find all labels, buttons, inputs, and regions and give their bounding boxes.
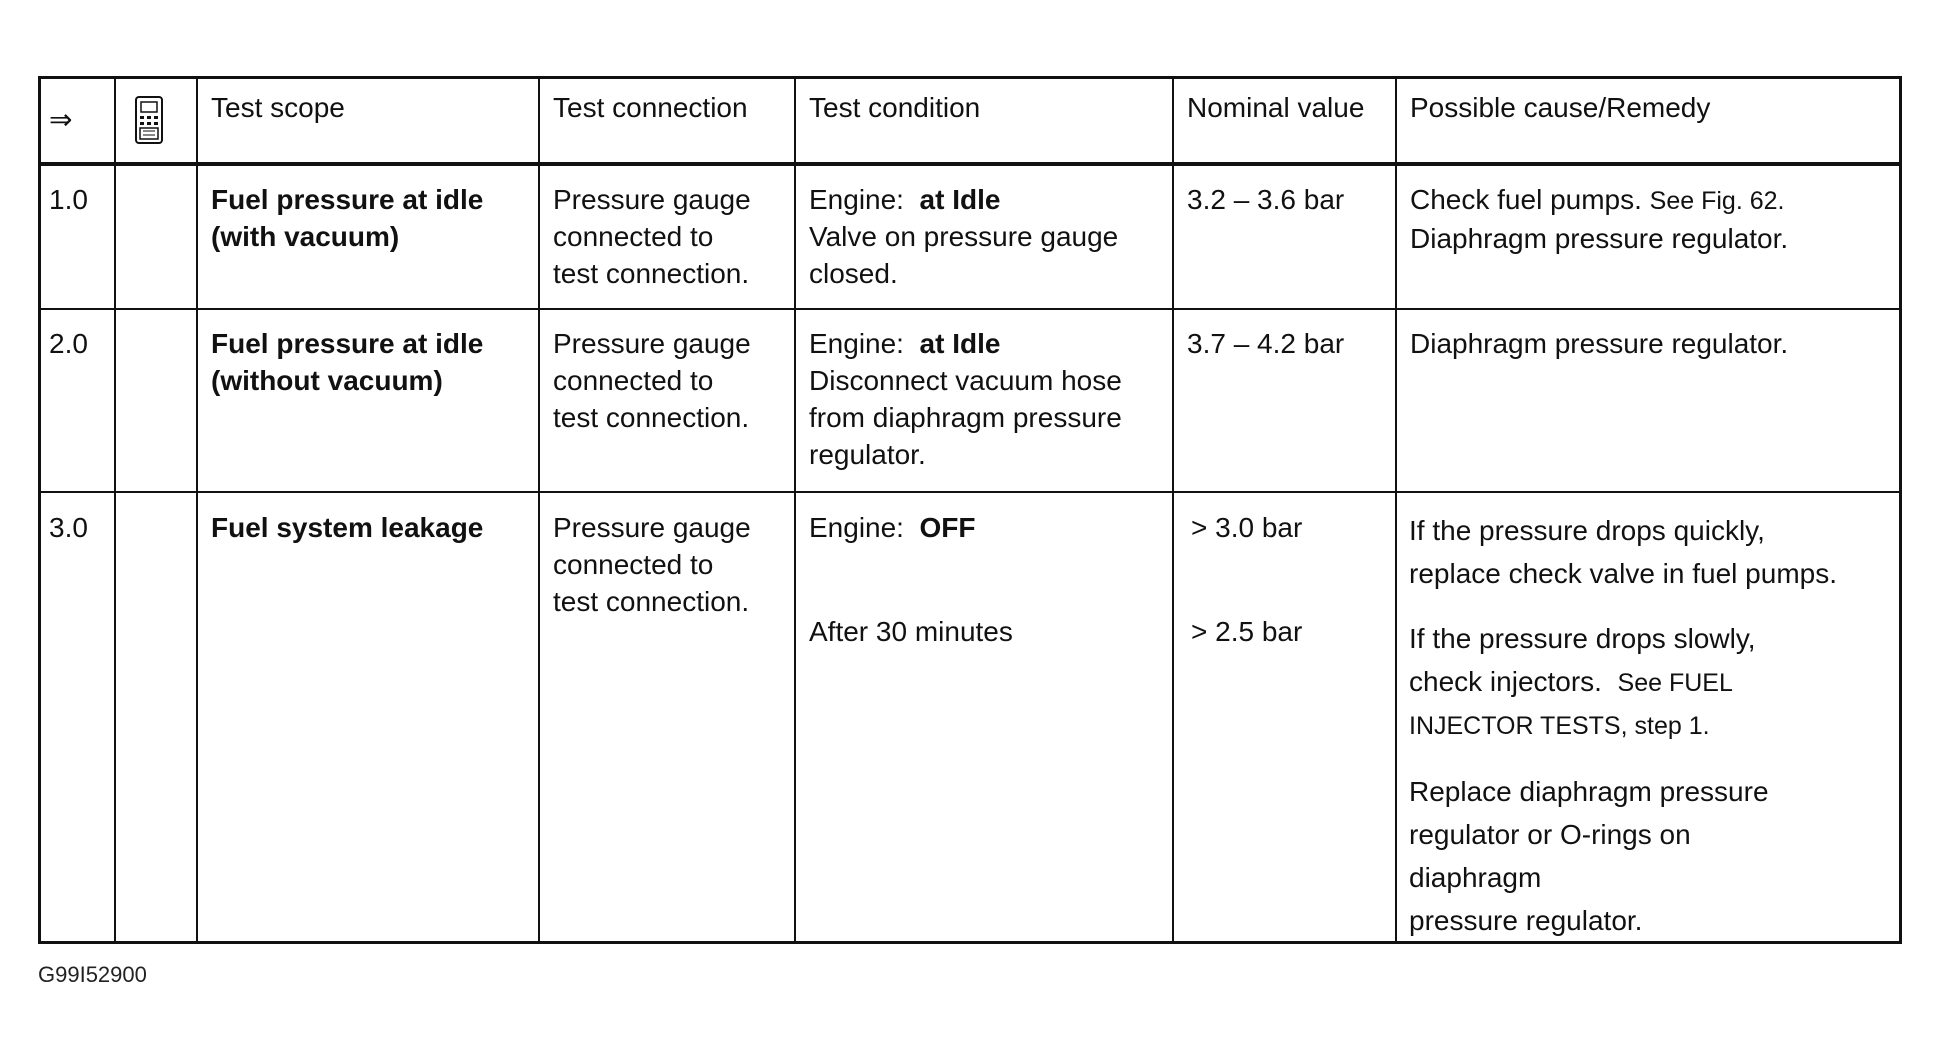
header-test-scope: Test scope: [211, 92, 345, 123]
divider: [1172, 79, 1174, 941]
test-connection: Pressure gauge connected to test connection.: [553, 512, 751, 617]
divider: [196, 79, 198, 941]
header-possible-cause: Possible cause/Remedy: [1410, 92, 1711, 123]
step-number: 1.0: [49, 184, 88, 215]
test-scope: Fuel pressure at idle (without vacuum): [211, 328, 484, 396]
header-test-condition: Test condition: [809, 92, 981, 123]
tester-device-icon: [133, 95, 165, 145]
divider: [41, 308, 1899, 310]
nominal-value: 3.7 – 4.2 bar: [1187, 328, 1345, 359]
header-divider: [41, 162, 1899, 166]
nominal-value: > 2.5 bar: [1191, 616, 1303, 647]
divider: [114, 79, 116, 941]
divider: [41, 491, 1899, 493]
fuel-test-table: [38, 76, 1902, 944]
test-condition: Engine: at Idle Disconnect vacuum hose from diaphragm pressure regulator.: [809, 328, 1122, 470]
test-connection: Pressure gauge connected to test connection.: [553, 328, 751, 433]
divider: [538, 79, 540, 941]
test-connection: Pressure gauge connected to test connection.: [553, 184, 751, 289]
step-number: 3.0: [49, 512, 88, 543]
possible-cause: If the pressure drops quickly, replace check valve in fuel pumps. If the pressure drops slowly, check injectors. See FUEL INJECTOR TESTS, step 1. Replace diaphragm pressure regulator or O-rings on diaphragm pressure regulator.: [1409, 515, 1837, 936]
nominal-value: > 3.0 bar: [1191, 512, 1303, 543]
test-condition: Engine: OFF: [809, 512, 976, 543]
nominal-value: 3.2 – 3.6 bar: [1187, 184, 1345, 215]
possible-cause: Diaphragm pressure regulator.: [1410, 328, 1789, 359]
test-condition-after: After 30 minutes: [809, 616, 1013, 647]
possible-cause: Check fuel pumps. See Fig. 62. Diaphragm pressure regulator.: [1410, 184, 1789, 254]
test-condition: Engine: at Idle Valve on pressure gauge closed.: [809, 184, 1119, 289]
test-scope: Fuel pressure at idle (with vacuum): [211, 184, 484, 252]
step-number: 2.0: [49, 328, 88, 359]
divider: [1395, 79, 1397, 941]
divider: [794, 79, 796, 941]
figure-code: G99I52900: [38, 962, 147, 987]
test-scope: Fuel system leakage: [211, 512, 484, 543]
header-nominal-value: Nominal value: [1187, 92, 1365, 123]
arrow-icon: ⇒: [49, 104, 73, 135]
header-test-connection: Test connection: [553, 92, 748, 123]
